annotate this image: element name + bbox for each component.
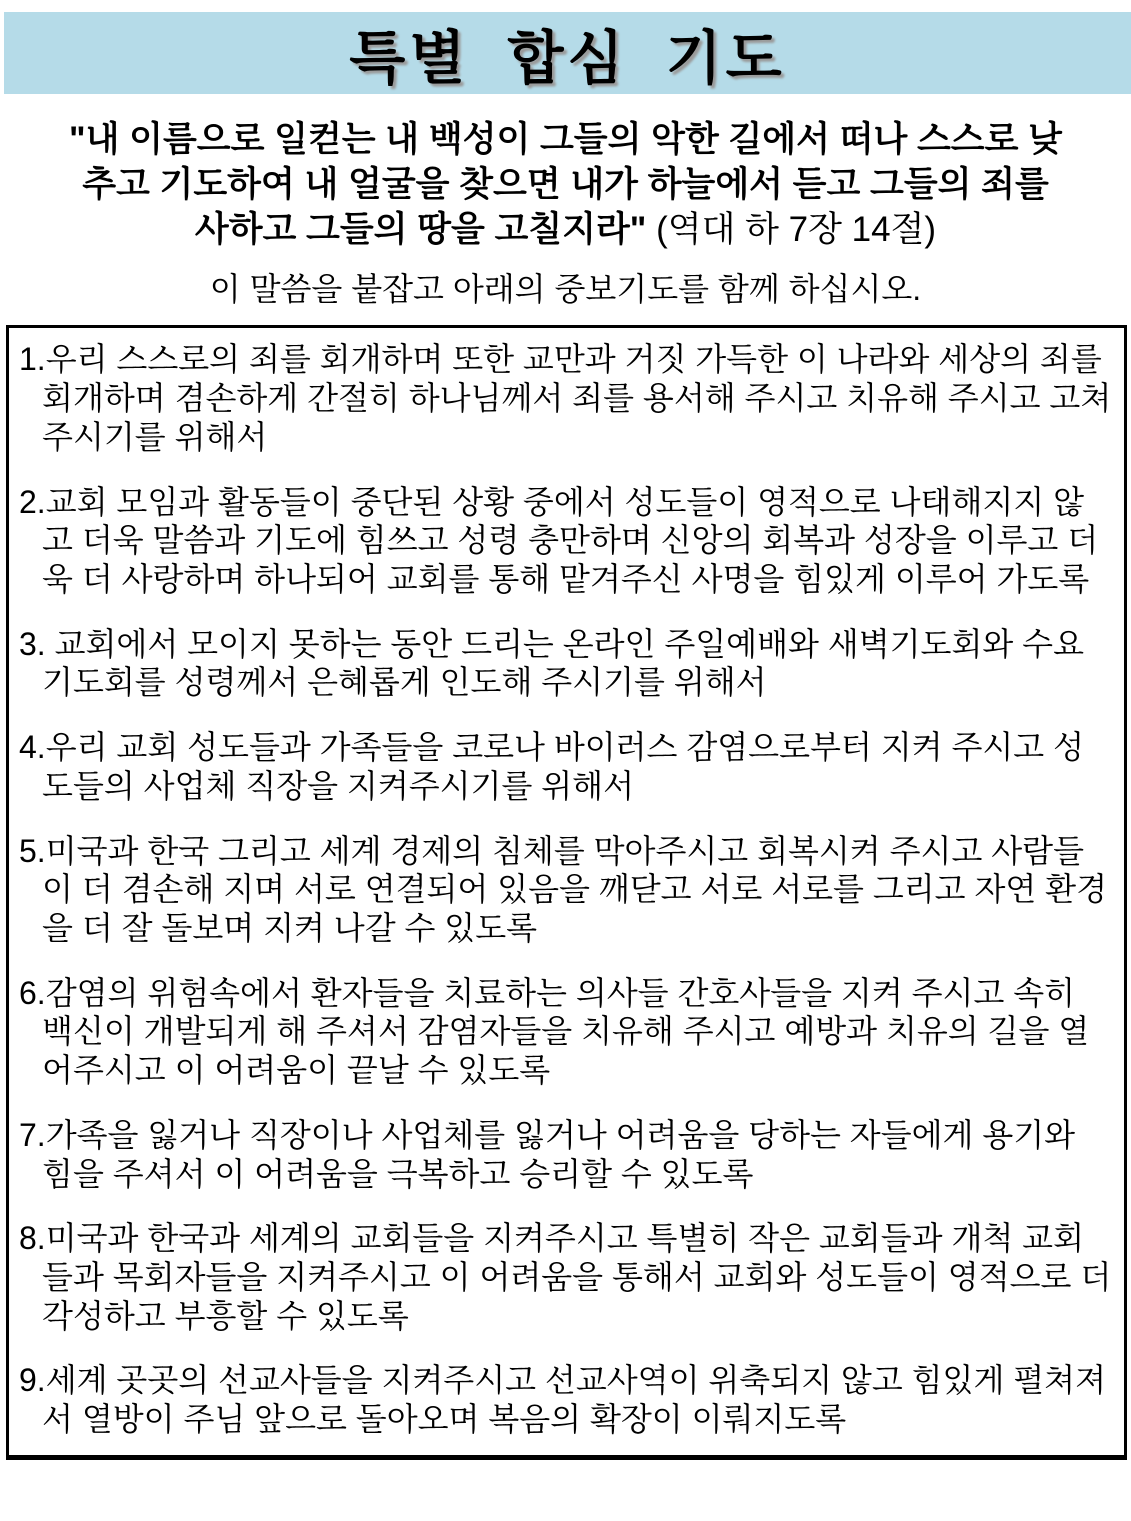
prayer-item: 2.교회 모임과 활동들이 중단된 상황 중에서 성도들이 영적으로 나태해지지 않고 더욱 말씀과 기도에 힘쓰고 성령 충만하며 신앙의 회복과 성장을 이루고 더욱 더 사랑하며 하나되어 교회를 통해 맡겨주신 사명을 힘있게 이루어 가도록 xyxy=(19,483,1099,597)
title-banner xyxy=(4,12,1131,94)
page-title: 특별 합심 기도 xyxy=(349,26,786,91)
prayer-item: 1.우리 스스로의 죄를 회개하며 또한 교만과 거짓 가득한 이 나라와 세상의 죄를 회개하며 겸손하게 간절히 하나님께서 죄를 용서해 주시고 치유해 주시고 고쳐 주시기를 위해서 xyxy=(19,341,1112,455)
scripture-section xyxy=(63,118,1068,310)
prayer-list xyxy=(19,340,1112,1439)
prayer-item: 5.미국과 한국 그리고 세계 경제의 침체를 막아주시고 회복시켜 주시고 사람들이 더 겸손해 지며 서로 연결되어 있음을 깨닫고 서로 서로를 그리고 자연 환경을 더 잘 돌보며 지켜 나갈 수 있도록 xyxy=(19,832,1107,947)
scripture-quote-text: "내 이름으로 일컫는 내 백성이 그들의 악한 길에서 떠나 스스로 낮추고 기도하여 내 얼굴을 찾으면 내가 하늘에서 듣고 그들의 죄를 사하고 그들의 땅을 고칠지라" xyxy=(69,120,1062,249)
prayer-list-box xyxy=(6,325,1127,1460)
prayer-item: 7.가족을 잃거나 직장이나 사업체를 잃거나 어려움을 당하는 자들에게 용기와 힘을 주셔서 이 어려움을 극복하고 승리할 수 있도록 xyxy=(19,1116,1076,1192)
prayer-item: 6.감염의 위험속에서 환자들을 치료하는 의사들 간호사들을 지켜 주시고 속히 백신이 개발되게 해 주셔서 감염자들을 치유해 주시고 예방과 치유의 길을 열어주시고 이 어려움이 끝날 수 있도록 xyxy=(19,974,1090,1089)
prayer-item: 4.우리 교회 성도들과 가족들을 코로나 바이러스 감염으로부터 지켜 주시고 성도들의 사업체 직장을 지켜주시기를 위해서 xyxy=(19,729,1084,804)
prayer-item: 9.세계 곳곳의 선교사들을 지켜주시고 선교사역이 위축되지 않고 힘있게 펼쳐져서 열방이 주님 앞으로 돌아오며 복음의 확장이 이뤄지도록 xyxy=(19,1362,1106,1438)
instruction-line: 이 말씀을 붙잡고 아래의 중보기도를 함께 하십시오. xyxy=(209,271,922,308)
document-page xyxy=(0,12,1131,1521)
prayer-item: 8.미국과 한국과 세계의 교회들을 지켜주시고 특별히 작은 교회들과 개척 교회들과 목회자들을 지켜주시고 이 어려움을 통해서 교회와 성도들이 영적으로 더 각성하고 부흥할 수 있도록 xyxy=(19,1220,1112,1334)
scripture-quote xyxy=(63,118,1068,252)
scripture-reference: (역대 하 7장 14절) xyxy=(656,209,937,249)
prayer-item: 3. 교회에서 모이지 못하는 동안 드리는 온라인 주일예배와 새벽기도회와 수요기도회를 성령께서 은혜롭게 인도해 주시기를 위해서 xyxy=(19,625,1084,701)
